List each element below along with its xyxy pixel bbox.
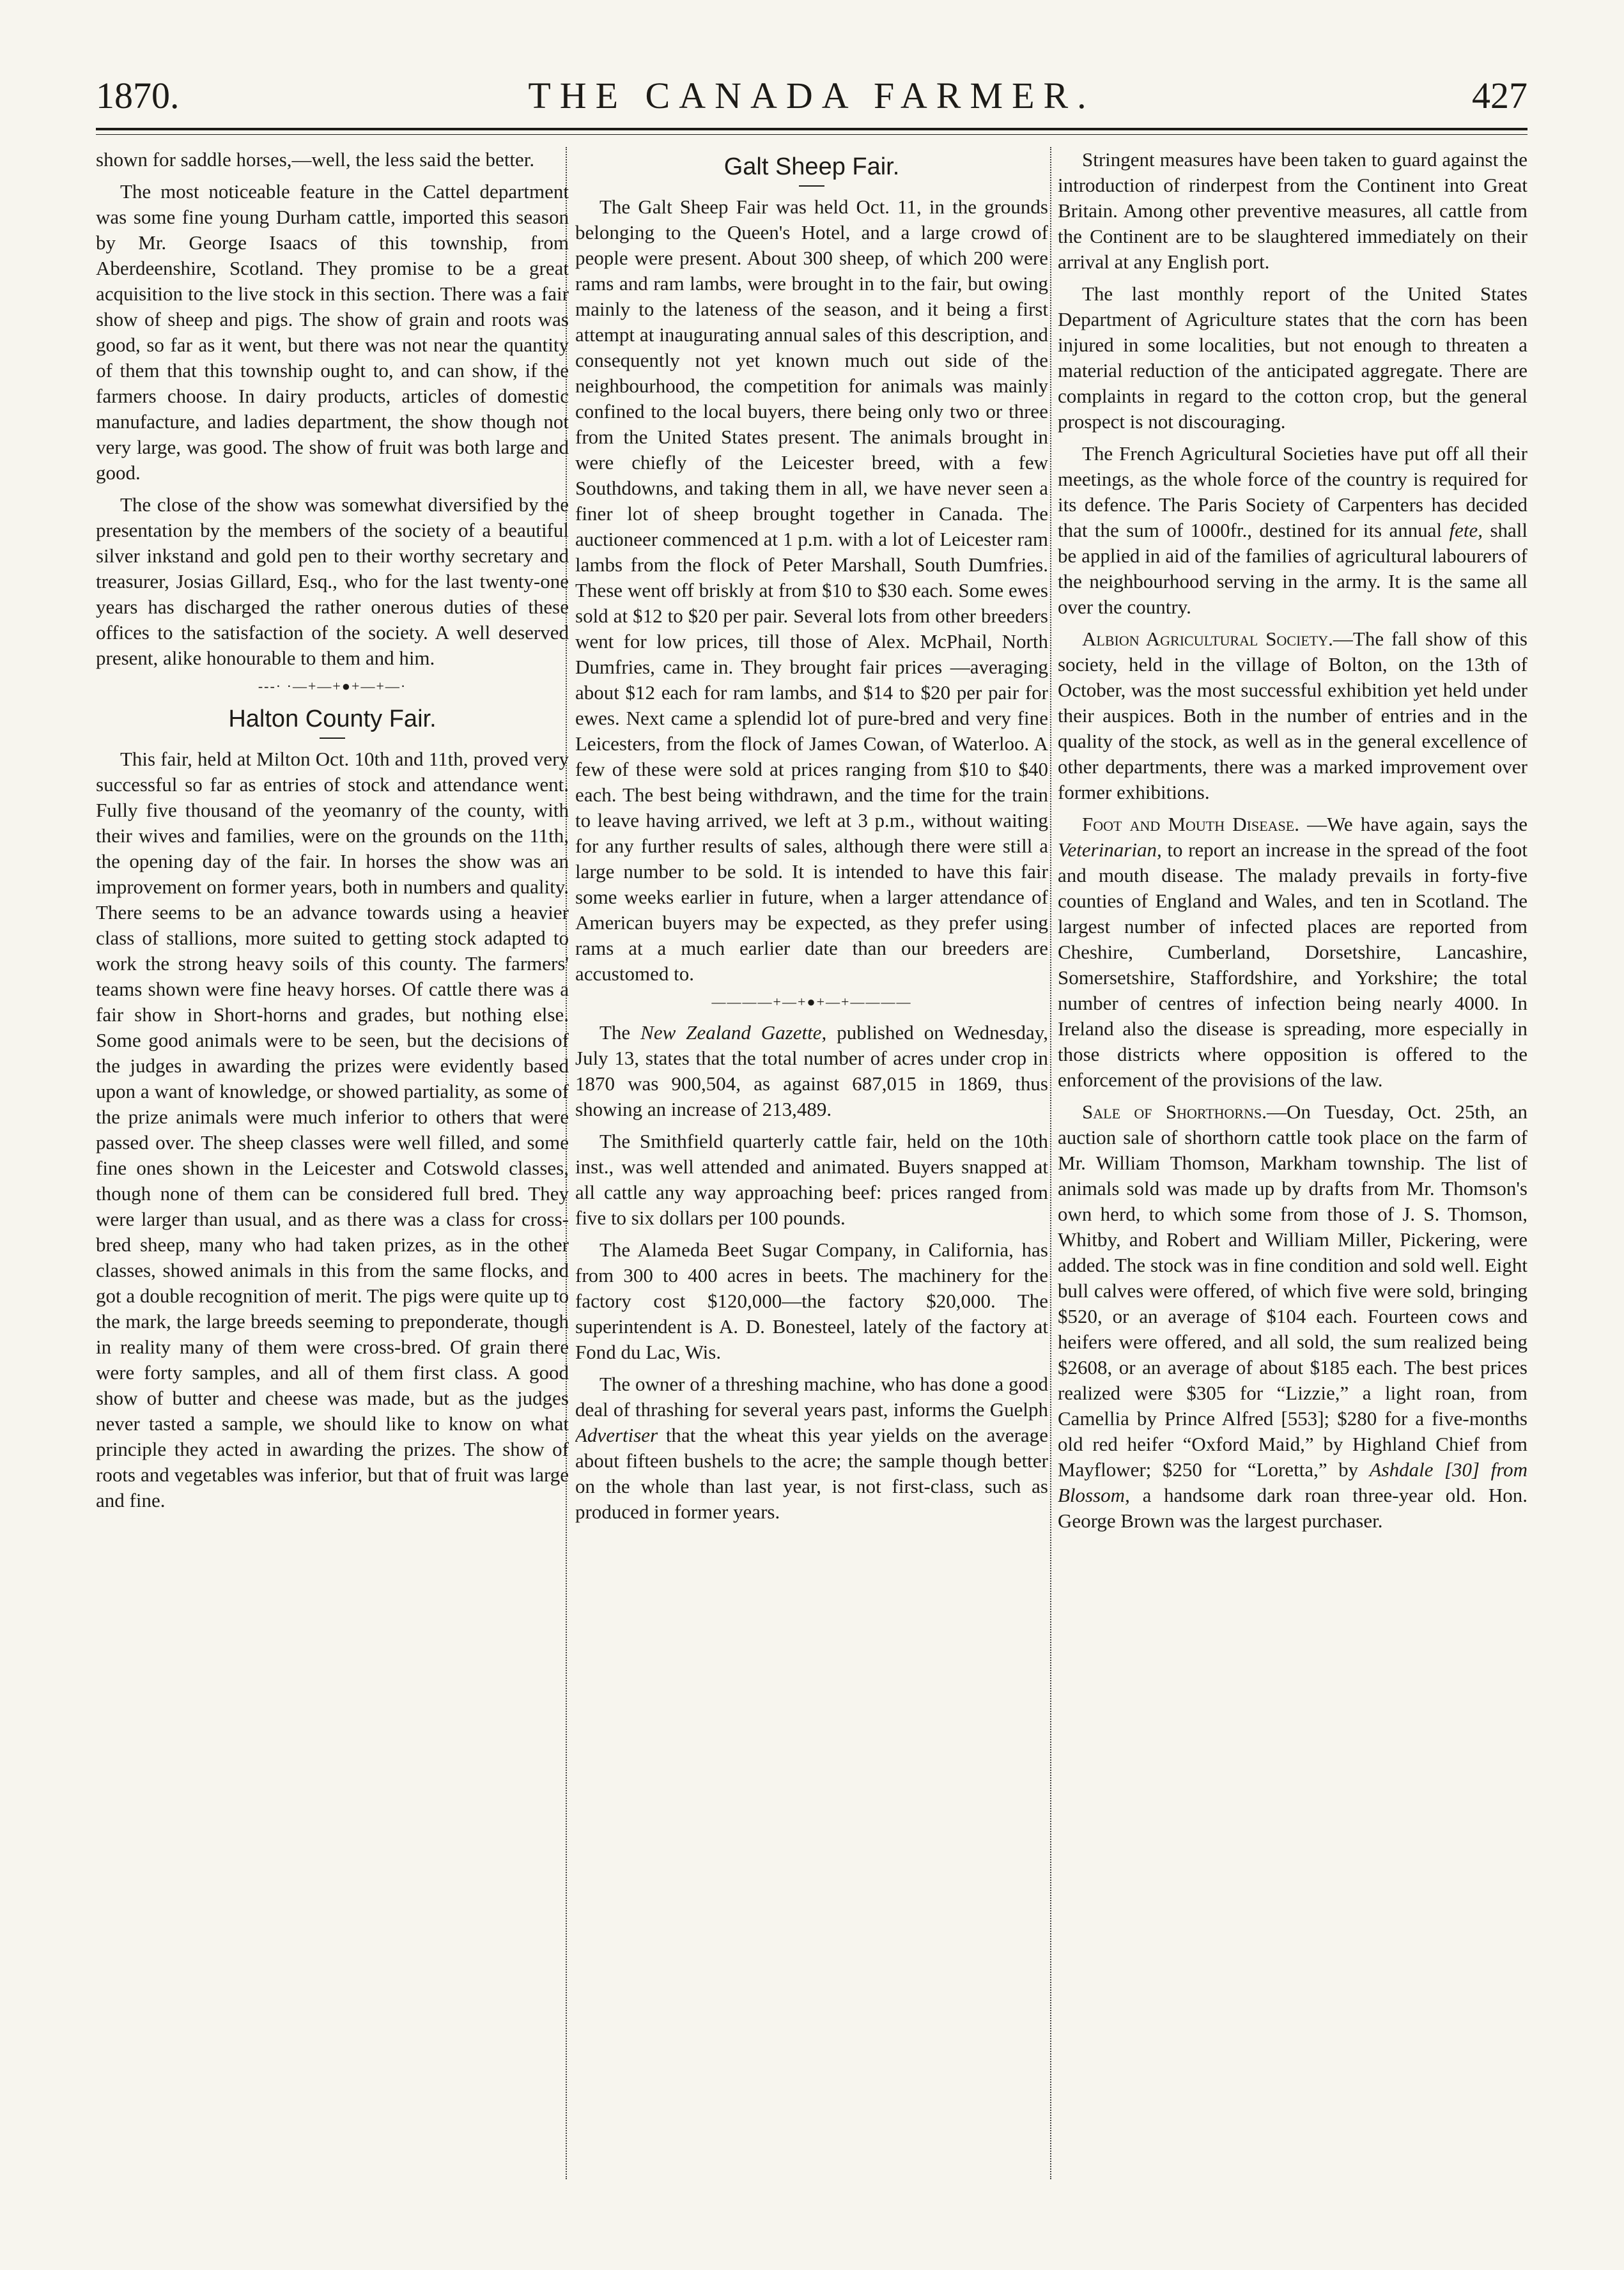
text-run: —The fall show of this society, held in the village of Bolton, on the 13th of October, was the most successful exhibition yet held under their auspices. Both in the number of entries and in the quality of the stock, as well as in the general excellence of other departments, there was a marked improvement over former exhibitions. (1058, 628, 1527, 803)
section-ornament: ---· ·—+—+●+—+—· (258, 678, 407, 694)
article-title-halton: Halton County Fair. (228, 706, 437, 732)
column-2 (575, 147, 1048, 2192)
publication-name: Advertiser (575, 1424, 658, 1446)
page-number: 427 (1472, 75, 1527, 116)
article-paragraph (1058, 1099, 1527, 1534)
text-run: shall be applied in aid of the families of agricultural labourers of the neighbourhood serving in the army. It is the same all over the country. (1058, 519, 1527, 618)
publication-name: New Zealand Gazette, (640, 1021, 827, 1044)
masthead (96, 70, 1527, 121)
article-paragraph: The Galt Sheep Fair was held Oct. 11, in the grounds belonging to the Queen's Hotel, and a large crowd of people were present. About 300 sheep, of which 200 were rams and ram lambs, were brought in to the fair, but owing mainly to the lateness of the season, and it being a first attempt at inaugurating annual sales of this description, and consequently not yet known much out side of the neighbourhood, the competition for animals was mainly confined to the local buyers, there being only two or three from the United States present. The animals brought in were chiefly of the Leicester breed, with a few Southdowns, and taking them in all, we have never seen a finer lot of sheep brought together in Canada. The auctioneer commenced at 1 p.m. with a lot of Leicester ram lambs from the flock of Peter Marshall, South Dumfries. These went off briskly at from $10 to $30 each. Some ewes sold at $12 to $20 per pair. Several lots from other breeders went for low prices, till those of Alex. McPhail, North Dumfries, came in. They brought fair prices —averaging about $12 each for ram lambs, and $14 to $20 per pair for ewes. Next came a splendid lot of pure-bred and very fine Leicesters, from the flock of James Cowan, of Waterloo. A few of these were sold at prices ranging from $10 to $40 each. The best being withdrawn, and the time for the train to leave having arrived, we left at 3 p.m., without waiting for any further results of sales, although there were still a large number to be sold. It is intended to have this fair some weeks earlier in future, when a larger attendance of American buyers may be expected, as they prefer using rams at a much earlier date than our breeders are accustomed to. (575, 196, 1048, 985)
text-run: —We have again, says the (1299, 813, 1527, 835)
article-paragraph (575, 1371, 1048, 1525)
section-ornament: ————+—+●+—+———— (711, 994, 912, 1010)
article-paragraph: Stringent measures have been taken to guard against the introduction of rinderpest from the Continent into Great Britain. Among other preventive measures, all cattle from the Continent are to be slaughtered immediately on their arrival at any English port. (1058, 148, 1527, 273)
article-paragraph: The Smithfield quarterly cattle fair, held on the 10th inst., was well attended and animated. Buyers snapped at all cattle any way approaching beef: prices ranged from five to six dollars per 100 pounds. (575, 1130, 1048, 1229)
column-1 (96, 147, 569, 2192)
text-run: The owner of a threshing machine, who has done a good deal of thrashing for several years past, informs the Guelph (575, 1373, 1048, 1421)
article-paragraph (1058, 441, 1527, 620)
text-run: The French Agricultural Societies have put off all their meetings, as the whole force of the country is required for its defence. The Paris Society of Carpenters has decided that the sum of 1000fr., destined for its annual (1058, 442, 1527, 541)
column-divider (1050, 147, 1051, 2179)
text-run: to report an increase in the spread of the foot and mouth disease. The malady prevails in forty-five counties of England and Wales, and ten in Scotland. The largest number of infected places are reported from Cheshire, Cumberland, Dorsetshire, Lancashire, Somersetshire, Staffordshire, and Yorkshire; the total number of centres of infection being nearly 4000. In Ireland also the disease is spreading, more especially in those districts where opposition is offered to the enforcement of the provisions of the law. (1058, 838, 1527, 1091)
article-paragraph: The last monthly report of the United States Department of Agriculture states that the corn has been injured in some localities, but not enough to threaten a material reduction of the anticipated aggregate. There are complaints in regard to the cotton crop, but the general prospect is not discouraging. (1058, 282, 1527, 433)
header-rule (96, 128, 1527, 134)
text-run: a handsome dark roan three-year old. Hon. George Brown was the largest purchaser. (1058, 1484, 1527, 1532)
run-in-heading: Albion Agricultural Society. (1082, 628, 1333, 650)
title-dash (799, 185, 824, 187)
article-paragraph (1058, 812, 1527, 1093)
emphasis: Ashdale [30] from Blossom, (1058, 1458, 1527, 1506)
article-paragraph: The close of the show was somewhat diversified by the presentation by the members of the society of a beautiful silver inkstand and gold pen to their worthy secretary and treasurer, Josias Gillard, Esq., who for the last twenty-one years has discharged the rather onerous duties of these offices to the satisfaction of the society. A well deserved present, alike honourable to them and him. (96, 493, 569, 669)
text-run: The (599, 1021, 641, 1044)
publication-title: THE CANADA FARMER. (528, 75, 1095, 116)
title-dash (320, 737, 345, 739)
text-run: that the wheat this year yields on the average about fifteen bushels to the acre; the sample though better on the whole than last year, is not first-class, such as produced in former years. (575, 1424, 1048, 1523)
text-run: published on Wednesday, July 13, states that the total number of acres under crop in 1870 was 900,504, as against 687,015 in 1869, thus showing an increase of 213,489. (575, 1021, 1048, 1120)
run-in-heading: Foot and Mouth Disease. (1082, 813, 1299, 835)
text-run: —On Tuesday, Oct. 25th, an auction sale of shorthorn cattle took place on the farm of Mr. William Thomson, Markham township. The list of animals sold was made up by drafts from Mr. Thomson's own herd, to which some from those of J. S. Thomson, Whitby, and Robert and William Miller, Pickering, were added. The stock was in fine condition and sold well. Eight bull calves were offered, of which five were sold, bringing $520, or an average of $104 each. Fourteen cows and heifers were offered, and all sold, the sum realized being $2608, or an average of about $185 each. The best prices realized were $305 for “Lizzie,” a light roan, from Camellia by Prince Alfred [553]; $280 for a five-months old red heifer “Oxford Maid,” by Highland Chief from Mayflower; $250 for “Loretta,” by (1058, 1100, 1527, 1481)
article-paragraph: shown for saddle horses,—well, the less said the better. (96, 148, 535, 171)
article-paragraph (575, 1020, 1048, 1122)
article-paragraph: The Alameda Beet Sugar Company, in California, has from 300 to 400 acres in beets. The machinery for the factory cost $120,000—the factory $20,000. The superintendent is A. D. Bonesteel, lately of the factory at Fond du Lac, Wis. (575, 1239, 1048, 1363)
emphasis: fete, (1449, 519, 1483, 541)
run-in-heading: Sale of Shorthorns. (1082, 1100, 1267, 1123)
column-3 (1058, 147, 1527, 2192)
article-paragraph: This fair, held at Milton Oct. 10th and 11th, proved very successful so far as entries of stock and attendance went. Fully five thousand of the yeomanry of the county, with their wives and families, were on the grounds on the 11th, the opening day of the fair. In horses the show was an improvement on former years, both in numbers and quality. There seems to be an advance towards using a heavier class of stallions, more suited to getting stock adapted to work the strong heavy soils of this county. The farmers' teams shown were fine heavy horses. Of cattle there was a fair show in Short-horns and grades, but nothing else. Some good animals were to be seen, but the decisions of the judges in awarding the prizes were evidently based upon a want of knowledge, or showed partiality, as some of the prize animals were much inferior to others that were passed over. The sheep classes were well filled, and some fine ones shown in the Leicester and Cotswold classes, though none of them can be considered full bred. They were larger than usual, and as there was a class for cross-bred sheep, many who had taken prizes, as in the other classes, showed animals in this from the same flocks, and got a double recognition of merit. The pigs were quite up to the mark, the large breeds seeming to preponderate, though in reality many of them were cross-bred. Of grain there were forty samples, and all of them first class. A good show of butter and cheese was made, but as the judges never tasted a sample, we should like to know on what principle they acted in awarding the prizes. The show of roots and vegetables was inferior, but that of fruit was large and fine. (96, 748, 569, 1511)
article-paragraph: The most noticeable feature in the Cattel department was some fine young Durham cattle, imported this season by Mr. George Isaacs of this township, from Aberdeenshire, Scotland. They promise to be a great acquisition to the live stock in this section. There was a fair show of sheep and pigs. The show of grain and roots was good, so far as it went, but there was not near the quantity of them that this township ought to, and can show, if the farmers choose. In dairy products, articles of domestic manufacture, and ladies department, the show though not very large, was good. The show of fruit was both large and good. (96, 180, 569, 484)
article-title-galt: Galt Sheep Fair. (723, 153, 900, 180)
issue-year: 1870. (96, 75, 180, 116)
publication-name: Veterinarian, (1058, 838, 1162, 861)
article-paragraph (1058, 626, 1527, 805)
